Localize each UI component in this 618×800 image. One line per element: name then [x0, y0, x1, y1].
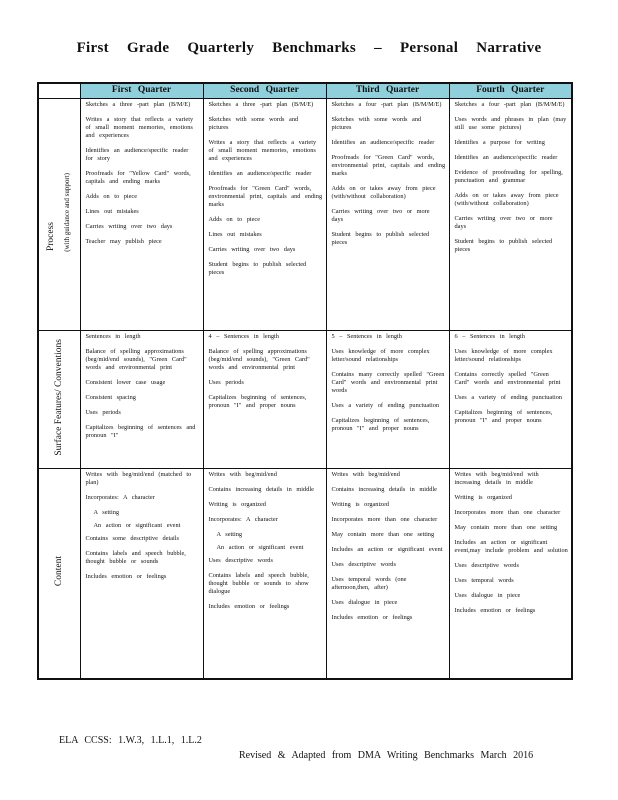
benchmark-item: Student begins to publish selected pieces [208, 261, 307, 276]
benchmark-cell [203, 99, 326, 331]
benchmark-item: May contain more than one setting [454, 524, 558, 531]
benchmark-item: An action or significant event [93, 522, 181, 529]
revision-footer: Revised & Adapted from DMA Writing Benchmarks March 2016 [239, 750, 534, 761]
benchmark-item: Identifies an audience/specific reader for story [85, 147, 189, 162]
benchmark-item: Uses knowledge of more complex letter/sound relationships [331, 348, 430, 363]
benchmark-item: Includes an action or significant event,may include problem and solution [454, 539, 568, 554]
benchmark-item: Uses periods [208, 379, 244, 386]
row-label: Content [54, 555, 65, 586]
row-header [38, 99, 80, 331]
benchmark-cell [326, 469, 449, 679]
benchmark-item: Capitalizes beginning of sentences, pronoun "I" and proper nouns [208, 394, 307, 409]
benchmark-item: 6 – Sentences in length [454, 333, 525, 340]
benchmark-item: Uses words and phrases in plan (may still use some pictures) [454, 116, 567, 131]
benchmark-cell [326, 331, 449, 469]
benchmark-item: Sketches a four -part plan (B/M/M/E) [454, 101, 565, 108]
benchmark-cell [80, 331, 203, 469]
benchmark-item: Writes a story that reflects a variety of small moment memories, emotions and experiences [85, 116, 194, 139]
benchmark-cell [80, 99, 203, 331]
benchmark-item: May contain more than one setting [331, 531, 435, 538]
table-row [38, 469, 572, 679]
benchmark-item: Capitalizes beginning of sentences and pronoun "I" [85, 424, 196, 439]
benchmark-item: Writing is organized [454, 494, 512, 501]
benchmark-item: Uses dialogue in piece [331, 599, 398, 606]
row-label: Surface Features/ Conventions [54, 338, 65, 456]
benchmark-cell [449, 469, 572, 679]
benchmark-item: Includes an action or significant event [331, 546, 443, 553]
benchmark-item: 5 – Sentences in length [331, 333, 402, 340]
benchmark-item: Uses temporal words (one afternoon,then, after) [331, 576, 407, 591]
benchmark-item: Lines out mistakes [85, 208, 139, 215]
benchmark-item: Sentences in length [85, 333, 141, 340]
benchmark-item: Writes with beg/mid/end [208, 471, 277, 478]
benchmark-item: Sketches a four -part plan (B/M/M/E) [331, 101, 442, 108]
benchmark-item: Writes a story that reflects a variety of small moment memories, emotions and experiences [208, 139, 317, 162]
benchmark-item: Balance of spelling approximations (beg/mid/end sounds), "Green Card" words and environmental print [208, 348, 310, 371]
benchmark-item: Student begins to publish selected pieces [454, 238, 553, 253]
benchmark-item: Evidence of proofreading for spelling, punctuation and grammar [454, 169, 563, 184]
benchmark-item: Carries writing over two days [85, 223, 173, 230]
header-row [38, 83, 572, 99]
benchmark-item: Uses descriptive words [331, 561, 396, 568]
benchmark-item: Identifies an audience/specific reader [331, 139, 435, 146]
benchmark-item: Carries writing over two or more days [454, 215, 553, 230]
benchmark-cell [449, 331, 572, 469]
page-title: First Grade Quarterly Benchmarks – Personal Narrative [76, 40, 542, 56]
benchmark-item: Sketches with some words and pictures [331, 116, 422, 131]
benchmark-item: 4 – Sentences in length [208, 333, 279, 340]
benchmark-item: Capitalizes beginning of sentences, pronoun "I" and proper nouns [331, 417, 430, 432]
benchmark-cell [449, 99, 572, 331]
standards-footer: ELA CCSS: 1.W.3, 1.L.1, 1.L.2 [59, 735, 202, 746]
benchmark-item: Writing is organized [208, 501, 266, 508]
benchmark-item: Identifies a purpose for writing [454, 139, 545, 146]
benchmark-item: Lines out mistakes [208, 231, 262, 238]
benchmark-item: Incorporates: A character [208, 516, 278, 523]
benchmark-item: Identifies an audience/specific reader [454, 154, 558, 161]
benchmark-item: Proofreads for "Green Card" words, environmental print, capitals and ending marks [208, 185, 323, 208]
benchmark-item: Uses knowledge of more complex letter/sound relationships [454, 348, 553, 363]
benchmark-item: Proofreads for "Yellow Card" words, capitals and ending marks [85, 170, 191, 185]
benchmark-item: Sketches a three -part plan (B/M/E) [208, 101, 314, 108]
benchmark-item: Includes emotion or feelings [331, 614, 413, 621]
benchmark-item: Teacher may publish piece [85, 238, 162, 245]
benchmark-item: Adds on or takes away from piece (with/without collaboration) [331, 185, 436, 200]
benchmark-item: Includes emotion or feelings [454, 607, 536, 614]
benchmark-item: Uses a variety of ending punctuation [454, 394, 563, 401]
benchmark-item: Uses a variety of ending punctuation [331, 402, 440, 409]
benchmark-item: Adds on to piece [85, 193, 137, 200]
column-header: Fourth Quarter [449, 83, 572, 99]
benchmark-item: Writes with beg/mid/end with increasing details in middle [454, 471, 539, 486]
benchmark-item: Capitalizes beginning of sentences, pronoun "I" and proper nouns [454, 409, 553, 424]
row-header [38, 469, 80, 679]
benchmark-item: Uses temporal words [454, 577, 514, 584]
benchmark-item: Contains increasing details in middle [331, 486, 437, 493]
benchmark-item: Sketches a three -part plan (B/M/E) [85, 101, 191, 108]
table-row [38, 99, 572, 331]
benchmark-item: Includes emotion or feelings [208, 603, 290, 610]
benchmark-item: Incorporates more than one character [331, 516, 438, 523]
benchmark-item: Contains many correctly spelled "Green Card" words and environmental print words [331, 371, 445, 394]
benchmark-item: Incorporates more than one character [454, 509, 561, 516]
benchmark-table [37, 82, 573, 680]
benchmark-item: An action or significant event [216, 544, 304, 551]
table-row [38, 331, 572, 469]
benchmark-item: Carries writing over two days [208, 246, 296, 253]
corner-cell [38, 83, 80, 99]
benchmark-item: Uses periods [85, 409, 121, 416]
row-header [38, 331, 80, 469]
column-header: Second Quarter [203, 83, 326, 99]
benchmark-item: Student begins to publish selected pieces [331, 231, 430, 246]
benchmark-item: Contains labels and speech bubble, thought bubble or sounds to show dialogue [208, 572, 309, 595]
benchmark-item: Uses descriptive words [454, 562, 519, 569]
column-header: Third Quarter [326, 83, 449, 99]
benchmark-item: Contains some descriptive details [85, 535, 179, 542]
benchmark-item: Writes with beg/mid/end (matched to plan) [85, 471, 192, 486]
benchmark-item: Consistent spacing [85, 394, 136, 401]
row-sublabel: (with guidance and support) [63, 172, 72, 252]
benchmark-item: Sketches with some words and pictures [208, 116, 299, 131]
benchmark-item: Includes emotion or feelings [85, 573, 167, 580]
benchmark-cell [203, 331, 326, 469]
benchmark-item: Adds on or takes away from piece (with/without collaboration) [454, 192, 559, 207]
benchmark-item: Uses descriptive words [208, 557, 273, 564]
benchmark-cell [80, 469, 203, 679]
column-header: First Quarter [80, 83, 203, 99]
benchmark-item: A setting [93, 509, 120, 516]
benchmark-cell [326, 99, 449, 331]
benchmark-item: Adds on to piece [208, 216, 260, 223]
benchmark-item: Contains correctly spelled "Green Card" words and environmental print [454, 371, 561, 386]
benchmark-item: Contains increasing details in middle [208, 486, 314, 493]
benchmark-item: Incorporates: A character [85, 494, 155, 501]
benchmark-item: A setting [216, 531, 243, 538]
benchmark-item: Contains labels and speech bubble, thought bubble or sounds [85, 550, 186, 565]
benchmark-item: Writing is organized [331, 501, 389, 508]
benchmark-item: Consistent lower case usage [85, 379, 166, 386]
benchmark-item: Balance of spelling approximations (beg/mid/end sounds), "Green Card" words and environmental print [85, 348, 187, 371]
row-label: Process [46, 222, 57, 252]
benchmark-item: Proofreads for "Green Card" words, environmental print, capitals and ending marks [331, 154, 446, 177]
benchmark-item: Uses dialogue in piece [454, 592, 521, 599]
benchmark-item: Identifies an audience/specific reader [208, 170, 312, 177]
benchmark-item: Carries writing over two or more days [331, 208, 430, 223]
benchmark-cell [203, 469, 326, 679]
benchmark-item: Writes with beg/mid/end [331, 471, 400, 478]
